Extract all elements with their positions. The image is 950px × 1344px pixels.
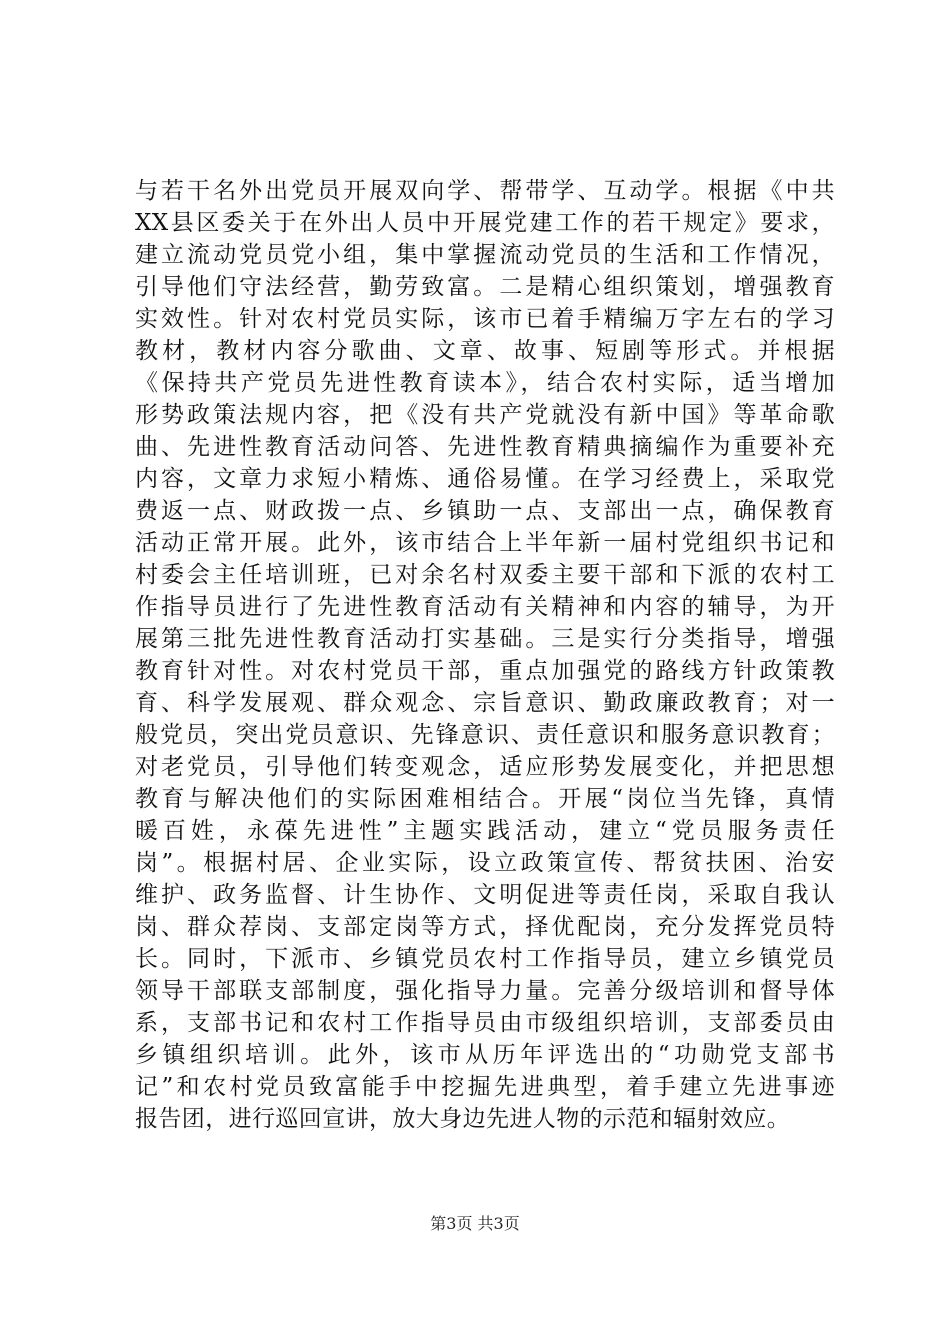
text-line: 实效性。针对农村党员实际，该市已着手精编万字左右的学习	[135, 306, 835, 332]
text-line: 建立流动党员党小组，集中掌握流动党员的生活和工作情况，	[135, 242, 835, 268]
text-line: 费返一点、财政拨一点、乡镇助一点、支部出一点，确保教育	[135, 498, 835, 524]
text-line: 暖百姓，永葆先进性”主题实践活动，建立“党员服务责任	[135, 818, 835, 844]
text-line: 教育针对性。对农村党员干部，重点加强党的路线方针政策教	[135, 658, 835, 684]
text-line: 对老党员，引导他们转变观念，适应形势发展变化，并把思想	[135, 754, 835, 780]
text-line: 教材，教材内容分歌曲、文章、故事、短剧等形式。并根据	[135, 338, 835, 364]
text-line: 活动正常开展。此外，该市结合上半年新一届村党组织书记和	[135, 530, 835, 556]
text-line: 领导干部联支部制度，强化指导力量。完善分级培训和督导体	[135, 978, 835, 1004]
text-line: 作指导员进行了先进性教育活动有关精神和内容的辅导，为开	[135, 594, 835, 620]
text-line: 与若干名外出党员开展双向学、帮带学、互动学。根据《中共	[135, 178, 835, 204]
page-footer: 第3页 共3页	[430, 1214, 520, 1233]
text-line: 岗”。根据村居、企业实际，设立政策宣传、帮贫扶困、治安	[135, 850, 835, 876]
text-line: 维护、政务监督、计生协作、文明促进等责任岗，采取自我认	[135, 882, 835, 908]
text-line: 展第三批先进性教育活动打实基础。三是实行分类指导，增强	[135, 626, 835, 652]
text-line: 内容，文章力求短小精炼、通俗易懂。在学习经费上，采取党	[135, 466, 835, 492]
text-line: 形势政策法规内容，把《没有共产党就没有新中国》等革命歌	[135, 402, 835, 428]
text-line: 引导他们守法经营，勤劳致富。二是精心组织策划，增强教育	[135, 274, 835, 300]
text-line: 《保持共产党员先进性教育读本》，结合农村实际，适当增加	[135, 370, 835, 396]
text-line: 岗、群众荐岗、支部定岗等方式，择优配岗，充分发挥党员特	[135, 914, 835, 940]
text-line: XX县区委关于在外出人员中开展党建工作的若干规定》要求，	[135, 210, 835, 236]
text-line: 乡镇组织培训。此外，该市从历年评选出的“功勋党支部书	[135, 1042, 835, 1068]
text-line: 记”和农村党员致富能手中挖掘先进典型，着手建立先进事迹	[135, 1074, 835, 1100]
text-line: 系，支部书记和农村工作指导员由市级组织培训，支部委员由	[135, 1010, 835, 1036]
text-line: 教育与解决他们的实际困难相结合。开展“岗位当先锋，真情	[135, 786, 835, 812]
text-line: 育、科学发展观、群众观念、宗旨意识、勤政廉政教育；对一	[135, 690, 835, 716]
text-line: 报告团，进行巡回宣讲，放大身边先进人物的示范和辐射效应。	[135, 1106, 791, 1132]
text-line: 般党员，突出党员意识、先锋意识、责任意识和服务意识教育；	[135, 722, 835, 748]
text-line: 长。同时，下派市、乡镇党员农村工作指导员，建立乡镇党员	[135, 946, 835, 972]
text-line: 曲、先进性教育活动问答、先进性教育精典摘编作为重要补充	[135, 434, 835, 460]
text-line: 村委会主任培训班，已对余名村双委主要干部和下派的农村工	[135, 562, 835, 588]
body-paragraph	[135, 175, 835, 1135]
